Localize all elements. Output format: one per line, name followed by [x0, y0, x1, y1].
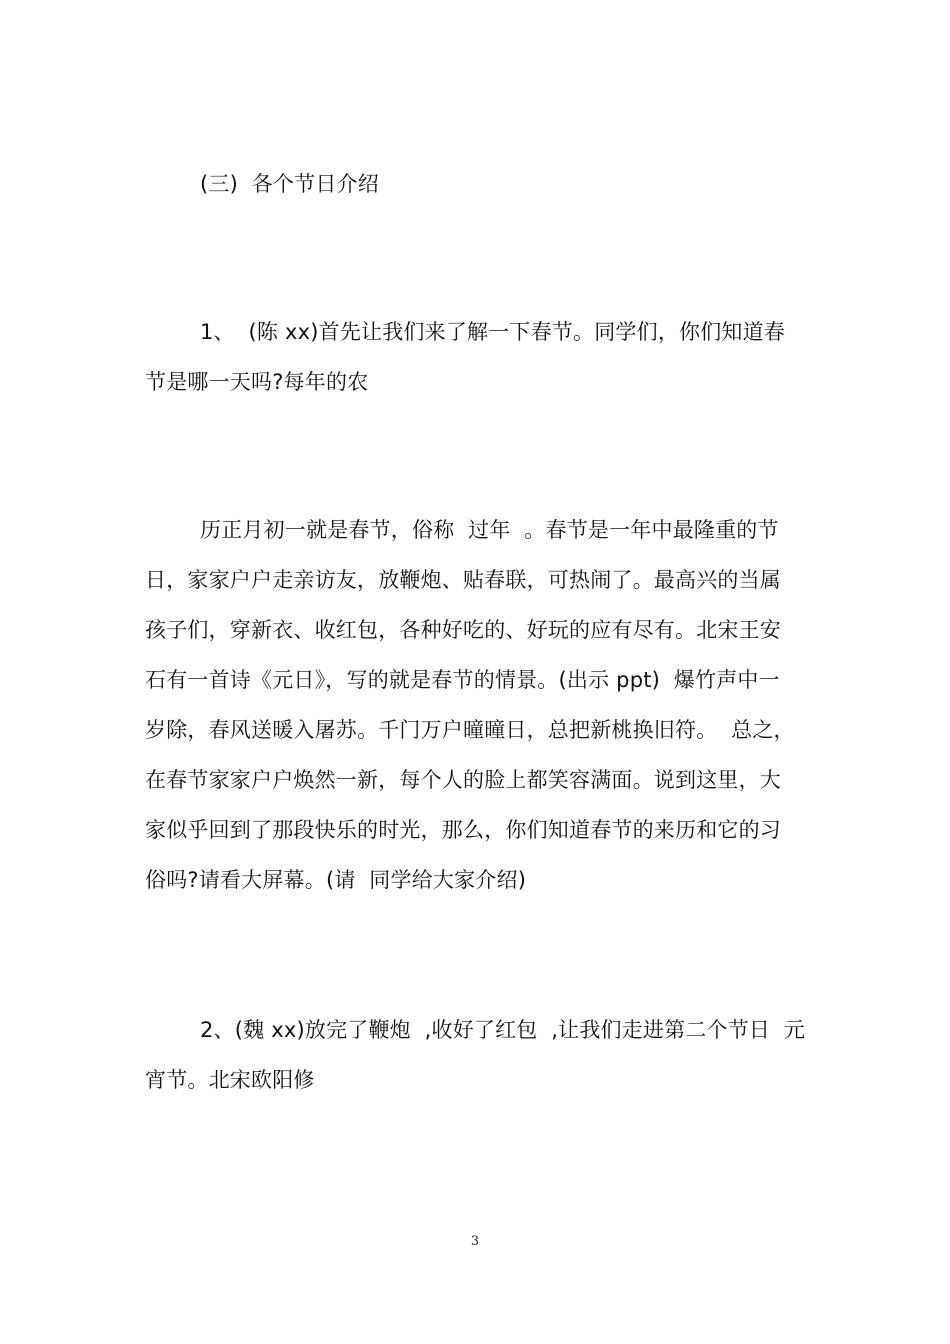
paragraph-2-line-4: 石有一首诗《元日》，写的就是春节的情景。(出示 ppt) 爆竹声中一	[145, 668, 780, 692]
section-heading: (三) 各个节日介绍	[200, 172, 379, 196]
paragraph-2-line-5: 岁除，春风送暖入屠苏。千门万户曈曈日，总把新桃换旧符。 总之，	[145, 718, 795, 742]
paragraph-3-line-2: 宵节。北宋欧阳修	[145, 1068, 315, 1092]
paragraph-3-line-1: 2、(魏 xx)放完了鞭炮 ,收好了红包 ,让我们走进第二个节日 元	[200, 1018, 806, 1042]
page-number: 3	[470, 1234, 480, 1249]
paragraph-2-line-6: 在春节家家户户焕然一新，每个人的脸上都笑容满面。说到这里，大	[145, 768, 781, 792]
paragraph-1-line-2: 节是哪一天吗?每年的农	[145, 370, 369, 394]
paragraph-2-line-1: 历正月初一就是春节，俗称 过年 。春节是一年中最隆重的节	[200, 518, 779, 542]
paragraph-2-line-3: 孩子们，穿新衣、收红包，各种好吃的、好玩的应有尽有。北宋王安	[145, 618, 781, 642]
paragraph-2-line-2: 日，家家户户走亲访友，放鞭炮、贴春联，可热闹了。最高兴的当属	[145, 568, 781, 592]
paragraph-2-line-8: 俗吗?请看大屏幕。(请 同学给大家介绍)	[145, 868, 527, 892]
paragraph-2-line-7: 家似乎回到了那段快乐的时光，那么，你们知道春节的来历和它的习	[145, 818, 781, 842]
paragraph-1-line-1: 1、 (陈 xx)首先让我们来了解一下春节。同学们，你们知道春	[200, 320, 786, 344]
